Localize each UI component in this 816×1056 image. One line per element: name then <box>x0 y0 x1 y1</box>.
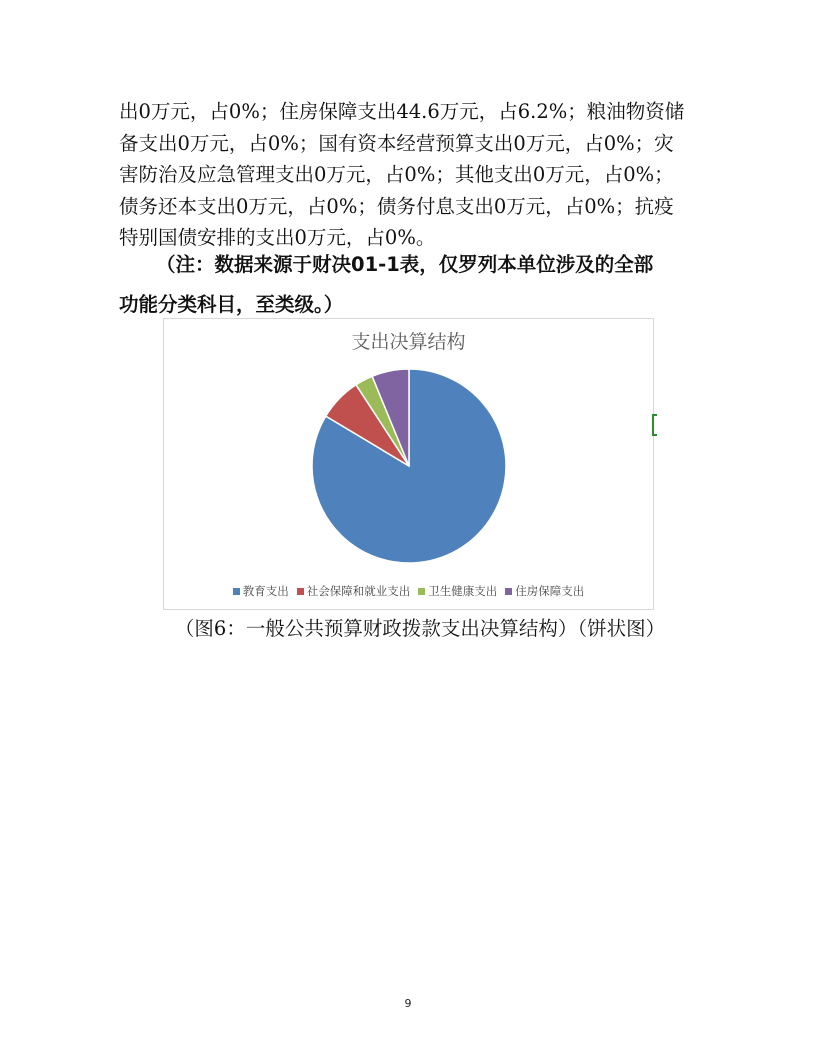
legend-item <box>505 583 584 599</box>
expense-paragraph <box>119 96 699 254</box>
paragraph-line: 债务还本支出0万元，占0%；债务付息支出0万元，占0%；抗疫 <box>119 194 674 218</box>
legend-swatch <box>505 588 512 595</box>
legend-item <box>418 583 497 599</box>
paragraph-line: 出0万元，占0%；住房保障支出44.6万元，占6.2%；粮油物资储 <box>119 100 685 123</box>
chart-legend <box>164 583 653 599</box>
legend-label: 社会保障和就业支出 <box>306 584 411 598</box>
paragraph-line: 备支出0万元，占0%；国有资本经营预算支出0万元，占0%；灾 <box>119 131 674 155</box>
legend-label: 教育支出 <box>242 584 289 598</box>
note-line-1: （注：数据来源于财决01-1表，仅罗列本单位涉及的全部 <box>156 253 654 276</box>
chart-title: 支出决算结构 <box>351 331 466 353</box>
paragraph-line: 害防治及应急管理支出0万元，占0%；其他支出0万元，占0%； <box>119 163 674 186</box>
legend-label: 住房保障支出 <box>515 584 585 598</box>
legend-label: 卫生健康支出 <box>428 584 498 598</box>
pie-svg <box>164 319 653 579</box>
legend-swatch <box>418 588 425 595</box>
edge-mark <box>652 414 657 436</box>
pie-chart <box>163 318 654 610</box>
legend-swatch <box>297 588 304 595</box>
page-number: 9 <box>404 997 412 1010</box>
figure-caption: （图6：一般公共预算财政拨款支出决算结构）（饼状图） <box>174 617 666 640</box>
note-line-2: 功能分类科目，至类级。） <box>119 293 344 316</box>
legend-item <box>233 583 289 599</box>
paragraph-line: 特别国债安排的支出0万元，占0%。 <box>119 226 436 249</box>
legend-item <box>297 583 411 599</box>
legend-swatch <box>233 588 240 595</box>
